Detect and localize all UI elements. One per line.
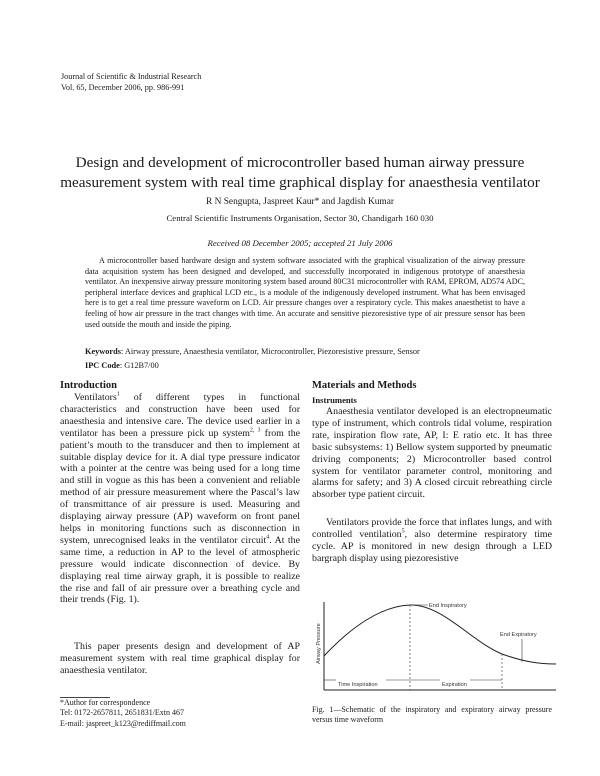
abstract: A microcontroller based hardware design and system software associated with the graphical visualization of the airway pressure data acquisition system has been designed and developed, and successfully incorporated in indigenous prototype of anaesthesia ventilator. An inexpensive airway pressure monitoring system based around 80C31 microcontroller with RAM, EPROM, AD574 ADC, peripheral interface devices and graphical LCD etc., is a module of the indigenously developed instrument. What has been envisaged here is to get a real time pressure waveform on LCD. Air pressure changes over a respiratory cycle. This makes anaesthetist to have a feeling of how air pressure in the tract changes with time. An accurate and sensitive piezoresistive type of air pressure sensor has been used outside the mouth and inside the piping.	[85, 256, 525, 329]
footnote	[60, 698, 186, 729]
footnote-author: *Author for correspondence	[60, 698, 151, 707]
end-inspiratory-label: End Inspiratory	[429, 603, 467, 609]
y-axis-label: Airway Pressure	[316, 623, 322, 664]
intro-paragraph-1: Ventilators$^1$ of different types in functional characteristics and construction have been used for anaesthesia and intensive care. The device used earlier in a ventilator has been a pressure pick up system$^{2, 3}$ from the patient’s mouth to the transducer and then to implement at suitable display device for it. A dial type pressure indicator with a pointer at the centre was being used for a long time and still in vogue as this has been a convenient and reliable method of air pressure measurement where the Pascal’s law of transmittance of air pressure is used. Measuring and displaying airway pressure (AP) waveform on front panel helps in monitoring functions such as disconnection in system, unrecognised leaks in the ventilator circuit$^4$. At the same time, a reduction in AP to the level of atmospheric pressure would indicate disconnection of device. By displaying real time airway graph, it is possible to realize the rise and fall of air pressure over a breathing cycle and their trends (Fig. 1).	[60, 391, 301, 606]
ipc-label: IPC Code	[85, 361, 120, 370]
ipc-text: : G12B7/00	[119, 361, 159, 370]
affiliation: Central Scientific Instruments Organisation, Sector 30, Chandigarh 160 030	[166, 213, 434, 223]
materials-heading: Materials and Methods	[312, 380, 417, 391]
footnote-email: E-mail: jaspreet_k123@rediffmail.com	[60, 718, 186, 728]
time-inspiration-label: Time Inspiration	[338, 682, 378, 688]
keywords-label: Keywords	[85, 347, 121, 356]
authors: R N Sengupta, Jaspreet Kaur* and Jagdish Kumar	[206, 197, 394, 207]
intro-paragraph-2: This paper presents design and development of AP measurement system with real time graphical display for anaesthesia ventilator.	[60, 641, 300, 676]
materials-paragraph-1: Anaesthesia ventilator developed is an electropneumatic type of instrument, which controls tidal volume, respiration rate, inspiration flow rate, AP, I: E ratio etc. It has three basic subsystems: 1) Bellow system supported by pneumatic driving components; 2) Microcontroller based control system for ventilator parameter control, monitoring and alarms for safety; and 3) A closed circuit rebreathing circle absorber type patient circuit.	[312, 406, 552, 501]
keywords	[85, 347, 525, 356]
journal-name: Journal of Scientific & Industrial Research	[61, 72, 202, 81]
journal-volume: Vol. 65, December 2006, pp. 986-991	[61, 83, 185, 92]
footnote-tel: Tel: 0172-2657811, 2651831/Extn 467	[60, 708, 185, 718]
end-expiratory-label: End Expiratory	[500, 632, 537, 638]
journal-header	[61, 71, 201, 93]
materials-paragraph-2: Ventilators provide the force that inflates lungs, and with controlled ventilation$^5$, also determine respiratory time cycle. AP is monitored in new design through a LED bargraph display using piezoresistive	[312, 517, 552, 564]
ipc-code	[85, 361, 525, 370]
instruments-subheading: Instruments	[312, 395, 357, 405]
figure-1-waveform	[312, 596, 562, 700]
expiration-label: Expiration	[442, 682, 467, 688]
title-line-1: Design and development of microcontroller based human airway pressure	[75, 154, 525, 171]
figure-caption: Fig. 1—Schematic of the inspiratory and expiratory airway pressure versus time waveform	[312, 705, 552, 724]
intro-heading: Introduction	[60, 380, 117, 391]
paper-title	[60, 153, 540, 193]
title-line-2: measurement system with real time graphical display for anaesthesia ventilator	[60, 174, 540, 191]
keywords-text: : Airway pressure, Anaesthesia ventilator, Microcontroller, Piezoresistive pressure, Sensor	[120, 347, 420, 356]
received-dates: Received 08 December 2005; accepted 21 July 2006	[207, 238, 393, 248]
